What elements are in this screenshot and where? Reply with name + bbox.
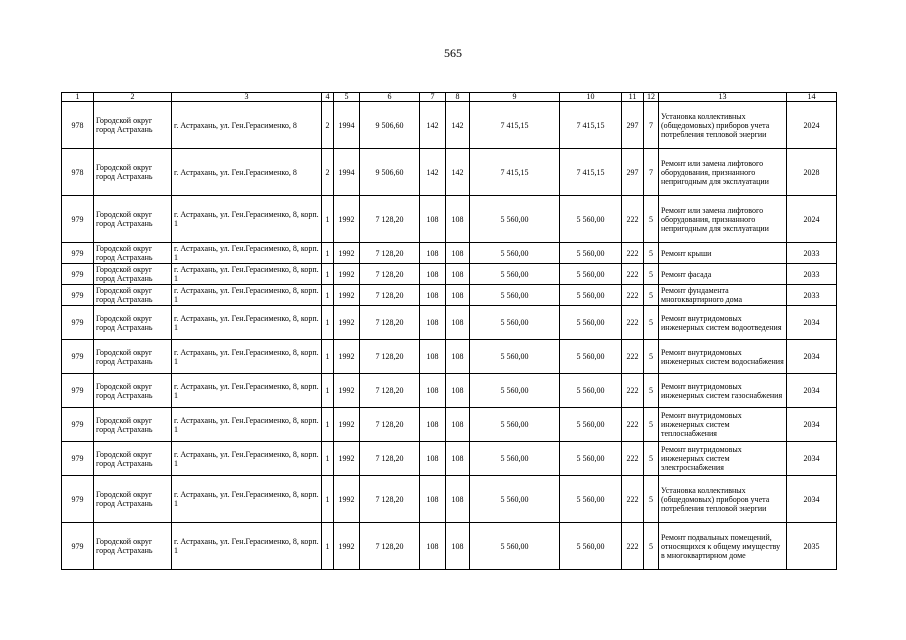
cell-area-total: 7 128,20 xyxy=(360,374,420,408)
cell-col9: 5 560,00 xyxy=(470,374,560,408)
cell-plan-year: 2033 xyxy=(787,285,837,306)
cell-municipality: Городской округ город Астрахань xyxy=(94,442,172,476)
table-row xyxy=(62,196,837,243)
column-header: 7 xyxy=(420,93,446,102)
cell-municipality: Городской округ город Астрахань xyxy=(94,264,172,285)
cell-col7: 108 xyxy=(420,264,446,285)
cell-area-total: 9 506,60 xyxy=(360,149,420,196)
column-header: 14 xyxy=(787,93,837,102)
table-body xyxy=(62,102,837,570)
cell-col7: 108 xyxy=(420,442,446,476)
cell-area-total: 7 128,20 xyxy=(360,264,420,285)
cell-municipality: Городской округ город Астрахань xyxy=(94,149,172,196)
cell-col11: 222 xyxy=(622,306,644,340)
cell-col9: 5 560,00 xyxy=(470,243,560,264)
cell-col12: 5 xyxy=(644,306,659,340)
cell-col10: 5 560,00 xyxy=(560,196,622,243)
cell-col10: 7 415,15 xyxy=(560,102,622,149)
cell-col7: 108 xyxy=(420,374,446,408)
cell-col9: 5 560,00 xyxy=(470,264,560,285)
cell-year: 1992 xyxy=(334,374,360,408)
cell-plan-year: 2035 xyxy=(787,523,837,570)
cell-area-total: 7 128,20 xyxy=(360,243,420,264)
cell-id: 979 xyxy=(62,340,94,374)
cell-floors: 1 xyxy=(322,442,334,476)
column-header: 9 xyxy=(470,93,560,102)
cell-col10: 5 560,00 xyxy=(560,306,622,340)
cell-id: 978 xyxy=(62,149,94,196)
column-header: 5 xyxy=(334,93,360,102)
cell-work-type: Ремонт фундамента многоквартирного дома xyxy=(659,285,787,306)
cell-year: 1992 xyxy=(334,264,360,285)
cell-area-total: 7 128,20 xyxy=(360,196,420,243)
cell-col7: 108 xyxy=(420,306,446,340)
cell-col11: 222 xyxy=(622,285,644,306)
table-row xyxy=(62,243,837,264)
table-row xyxy=(62,523,837,570)
cell-col12: 5 xyxy=(644,340,659,374)
cell-id: 979 xyxy=(62,243,94,264)
cell-col9: 5 560,00 xyxy=(470,442,560,476)
column-header: 10 xyxy=(560,93,622,102)
column-header: 4 xyxy=(322,93,334,102)
cell-col12: 5 xyxy=(644,243,659,264)
cell-col11: 297 xyxy=(622,102,644,149)
column-header: 1 xyxy=(62,93,94,102)
cell-col10: 7 415,15 xyxy=(560,149,622,196)
cell-col8: 108 xyxy=(446,196,470,243)
table-row xyxy=(62,476,837,523)
cell-municipality: Городской округ город Астрахань xyxy=(94,285,172,306)
cell-municipality: Городской округ город Астрахань xyxy=(94,196,172,243)
cell-municipality: Городской округ город Астрахань xyxy=(94,306,172,340)
cell-plan-year: 2033 xyxy=(787,243,837,264)
cell-id: 979 xyxy=(62,285,94,306)
cell-col9: 5 560,00 xyxy=(470,285,560,306)
cell-col12: 5 xyxy=(644,523,659,570)
cell-address: г. Астрахань, ул. Ген.Герасименко, 8, корп. 1 xyxy=(172,306,322,340)
table-row xyxy=(62,264,837,285)
cell-floors: 1 xyxy=(322,340,334,374)
page-number: 565 xyxy=(444,46,462,60)
cell-col8: 108 xyxy=(446,340,470,374)
cell-year: 1992 xyxy=(334,442,360,476)
cell-col11: 222 xyxy=(622,264,644,285)
cell-floors: 1 xyxy=(322,408,334,442)
cell-col7: 142 xyxy=(420,102,446,149)
cell-col11: 222 xyxy=(622,523,644,570)
cell-work-type: Ремонт внутридомовых инженерных систем водоснабжения xyxy=(659,340,787,374)
cell-year: 1994 xyxy=(334,102,360,149)
cell-floors: 1 xyxy=(322,264,334,285)
cell-address: г. Астрахань, ул. Ген.Герасименко, 8, корп. 1 xyxy=(172,476,322,523)
cell-area-total: 7 128,20 xyxy=(360,523,420,570)
cell-work-type: Ремонт крыши xyxy=(659,243,787,264)
table-row xyxy=(62,306,837,340)
cell-work-type: Установка коллективных (общедомовых) приборов учета потребления тепловой энергии xyxy=(659,476,787,523)
cell-address: г. Астрахань, ул. Ген.Герасименко, 8, корп. 1 xyxy=(172,374,322,408)
cell-id: 979 xyxy=(62,442,94,476)
cell-col9: 7 415,15 xyxy=(470,149,560,196)
cell-col10: 5 560,00 xyxy=(560,374,622,408)
cell-plan-year: 2034 xyxy=(787,306,837,340)
cell-area-total: 9 506,60 xyxy=(360,102,420,149)
cell-col9: 5 560,00 xyxy=(470,340,560,374)
cell-col9: 5 560,00 xyxy=(470,196,560,243)
cell-work-type: Ремонт внутридомовых инженерных систем водоотведения xyxy=(659,306,787,340)
cell-work-type: Установка коллективных (общедомовых) приборов учета потребления тепловой энергии xyxy=(659,102,787,149)
cell-floors: 1 xyxy=(322,374,334,408)
header-row xyxy=(62,93,837,102)
cell-floors: 1 xyxy=(322,306,334,340)
cell-col8: 108 xyxy=(446,243,470,264)
cell-municipality: Городской округ город Астрахань xyxy=(94,243,172,264)
table-row xyxy=(62,340,837,374)
cell-col12: 7 xyxy=(644,102,659,149)
registry-table xyxy=(61,92,837,570)
cell-col10: 5 560,00 xyxy=(560,442,622,476)
cell-col10: 5 560,00 xyxy=(560,340,622,374)
cell-floors: 1 xyxy=(322,243,334,264)
cell-col12: 5 xyxy=(644,408,659,442)
cell-col12: 5 xyxy=(644,374,659,408)
cell-col7: 108 xyxy=(420,523,446,570)
cell-plan-year: 2024 xyxy=(787,196,837,243)
cell-address: г. Астрахань, ул. Ген.Герасименко, 8 xyxy=(172,149,322,196)
cell-municipality: Городской округ город Астрахань xyxy=(94,102,172,149)
cell-plan-year: 2024 xyxy=(787,102,837,149)
cell-floors: 1 xyxy=(322,476,334,523)
cell-address: г. Астрахань, ул. Ген.Герасименко, 8, корп. 1 xyxy=(172,523,322,570)
cell-area-total: 7 128,20 xyxy=(360,306,420,340)
cell-year: 1992 xyxy=(334,523,360,570)
cell-col12: 5 xyxy=(644,196,659,243)
cell-col8: 142 xyxy=(446,102,470,149)
cell-col12: 5 xyxy=(644,476,659,523)
column-header: 3 xyxy=(172,93,322,102)
cell-col9: 5 560,00 xyxy=(470,476,560,523)
cell-col9: 5 560,00 xyxy=(470,408,560,442)
cell-municipality: Городской округ город Астрахань xyxy=(94,476,172,523)
cell-col8: 108 xyxy=(446,306,470,340)
cell-col11: 222 xyxy=(622,243,644,264)
cell-id: 978 xyxy=(62,102,94,149)
cell-work-type: Ремонт внутридомовых инженерных систем теплоснабжения xyxy=(659,408,787,442)
cell-address: г. Астрахань, ул. Ген.Герасименко, 8, корп. 1 xyxy=(172,408,322,442)
cell-year: 1994 xyxy=(334,149,360,196)
table-row xyxy=(62,285,837,306)
cell-work-type: Ремонт или замена лифтового оборудования, признанного непригодным для эксплуатации xyxy=(659,149,787,196)
cell-id: 979 xyxy=(62,408,94,442)
cell-col9: 5 560,00 xyxy=(470,306,560,340)
cell-col11: 222 xyxy=(622,408,644,442)
column-header: 2 xyxy=(94,93,172,102)
cell-col8: 108 xyxy=(446,442,470,476)
cell-year: 1992 xyxy=(334,340,360,374)
cell-municipality: Городской округ город Астрахань xyxy=(94,523,172,570)
cell-col10: 5 560,00 xyxy=(560,285,622,306)
cell-plan-year: 2034 xyxy=(787,408,837,442)
cell-area-total: 7 128,20 xyxy=(360,340,420,374)
cell-col12: 7 xyxy=(644,149,659,196)
cell-col11: 222 xyxy=(622,374,644,408)
cell-plan-year: 2034 xyxy=(787,442,837,476)
cell-col8: 108 xyxy=(446,374,470,408)
cell-area-total: 7 128,20 xyxy=(360,408,420,442)
cell-year: 1992 xyxy=(334,285,360,306)
cell-col7: 108 xyxy=(420,340,446,374)
cell-col12: 5 xyxy=(644,442,659,476)
cell-plan-year: 2034 xyxy=(787,340,837,374)
cell-address: г. Астрахань, ул. Ген.Герасименко, 8, корп. 1 xyxy=(172,243,322,264)
cell-area-total: 7 128,20 xyxy=(360,285,420,306)
column-header: 11 xyxy=(622,93,644,102)
cell-address: г. Астрахань, ул. Ген.Герасименко, 8 xyxy=(172,102,322,149)
cell-plan-year: 2028 xyxy=(787,149,837,196)
cell-col7: 108 xyxy=(420,243,446,264)
cell-col8: 108 xyxy=(446,408,470,442)
cell-floors: 1 xyxy=(322,196,334,243)
table-row xyxy=(62,374,837,408)
cell-id: 979 xyxy=(62,264,94,285)
cell-municipality: Городской округ город Астрахань xyxy=(94,374,172,408)
cell-col10: 5 560,00 xyxy=(560,264,622,285)
cell-work-type: Ремонт фасада xyxy=(659,264,787,285)
cell-year: 1992 xyxy=(334,243,360,264)
cell-floors: 1 xyxy=(322,523,334,570)
cell-floors: 2 xyxy=(322,149,334,196)
cell-id: 979 xyxy=(62,476,94,523)
cell-col11: 222 xyxy=(622,442,644,476)
cell-col9: 5 560,00 xyxy=(470,523,560,570)
cell-address: г. Астрахань, ул. Ген.Герасименко, 8, корп. 1 xyxy=(172,264,322,285)
cell-id: 979 xyxy=(62,523,94,570)
cell-address: г. Астрахань, ул. Ген.Герасименко, 8, корп. 1 xyxy=(172,442,322,476)
cell-col10: 5 560,00 xyxy=(560,523,622,570)
cell-col7: 108 xyxy=(420,196,446,243)
cell-plan-year: 2033 xyxy=(787,264,837,285)
cell-work-type: Ремонт внутридомовых инженерных систем электроснабжения xyxy=(659,442,787,476)
cell-address: г. Астрахань, ул. Ген.Герасименко, 8, корп. 1 xyxy=(172,196,322,243)
column-header: 6 xyxy=(360,93,420,102)
cell-address: г. Астрахань, ул. Ген.Герасименко, 8, корп. 1 xyxy=(172,285,322,306)
cell-area-total: 7 128,20 xyxy=(360,442,420,476)
cell-floors: 2 xyxy=(322,102,334,149)
cell-col11: 222 xyxy=(622,476,644,523)
cell-col8: 108 xyxy=(446,476,470,523)
cell-col12: 5 xyxy=(644,285,659,306)
cell-col8: 108 xyxy=(446,264,470,285)
cell-col8: 142 xyxy=(446,149,470,196)
cell-address: г. Астрахань, ул. Ген.Герасименко, 8, корп. 1 xyxy=(172,340,322,374)
cell-id: 979 xyxy=(62,196,94,243)
cell-col11: 222 xyxy=(622,340,644,374)
cell-col10: 5 560,00 xyxy=(560,243,622,264)
table-row xyxy=(62,102,837,149)
column-header: 8 xyxy=(446,93,470,102)
cell-municipality: Городской округ город Астрахань xyxy=(94,408,172,442)
cell-year: 1992 xyxy=(334,196,360,243)
column-header: 13 xyxy=(659,93,787,102)
column-header: 12 xyxy=(644,93,659,102)
cell-year: 1992 xyxy=(334,408,360,442)
cell-col11: 297 xyxy=(622,149,644,196)
cell-col8: 108 xyxy=(446,285,470,306)
cell-col7: 142 xyxy=(420,149,446,196)
cell-year: 1992 xyxy=(334,306,360,340)
cell-col7: 108 xyxy=(420,476,446,523)
cell-floors: 1 xyxy=(322,285,334,306)
cell-col11: 222 xyxy=(622,196,644,243)
cell-col7: 108 xyxy=(420,408,446,442)
table-row xyxy=(62,149,837,196)
cell-id: 979 xyxy=(62,306,94,340)
cell-area-total: 7 128,20 xyxy=(360,476,420,523)
cell-col7: 108 xyxy=(420,285,446,306)
cell-col8: 108 xyxy=(446,523,470,570)
cell-work-type: Ремонт или замена лифтового оборудования, признанного непригодным для эксплуатации xyxy=(659,196,787,243)
cell-work-type: Ремонт подвальных помещений, относящихся к общему имуществу в многоквартирном доме xyxy=(659,523,787,570)
cell-plan-year: 2034 xyxy=(787,374,837,408)
table-row xyxy=(62,442,837,476)
cell-plan-year: 2034 xyxy=(787,476,837,523)
cell-col9: 7 415,15 xyxy=(470,102,560,149)
cell-col10: 5 560,00 xyxy=(560,408,622,442)
cell-col10: 5 560,00 xyxy=(560,476,622,523)
cell-work-type: Ремонт внутридомовых инженерных систем газоснабжения xyxy=(659,374,787,408)
cell-id: 979 xyxy=(62,374,94,408)
cell-year: 1992 xyxy=(334,476,360,523)
cell-col12: 5 xyxy=(644,264,659,285)
table-row xyxy=(62,408,837,442)
cell-municipality: Городской округ город Астрахань xyxy=(94,340,172,374)
